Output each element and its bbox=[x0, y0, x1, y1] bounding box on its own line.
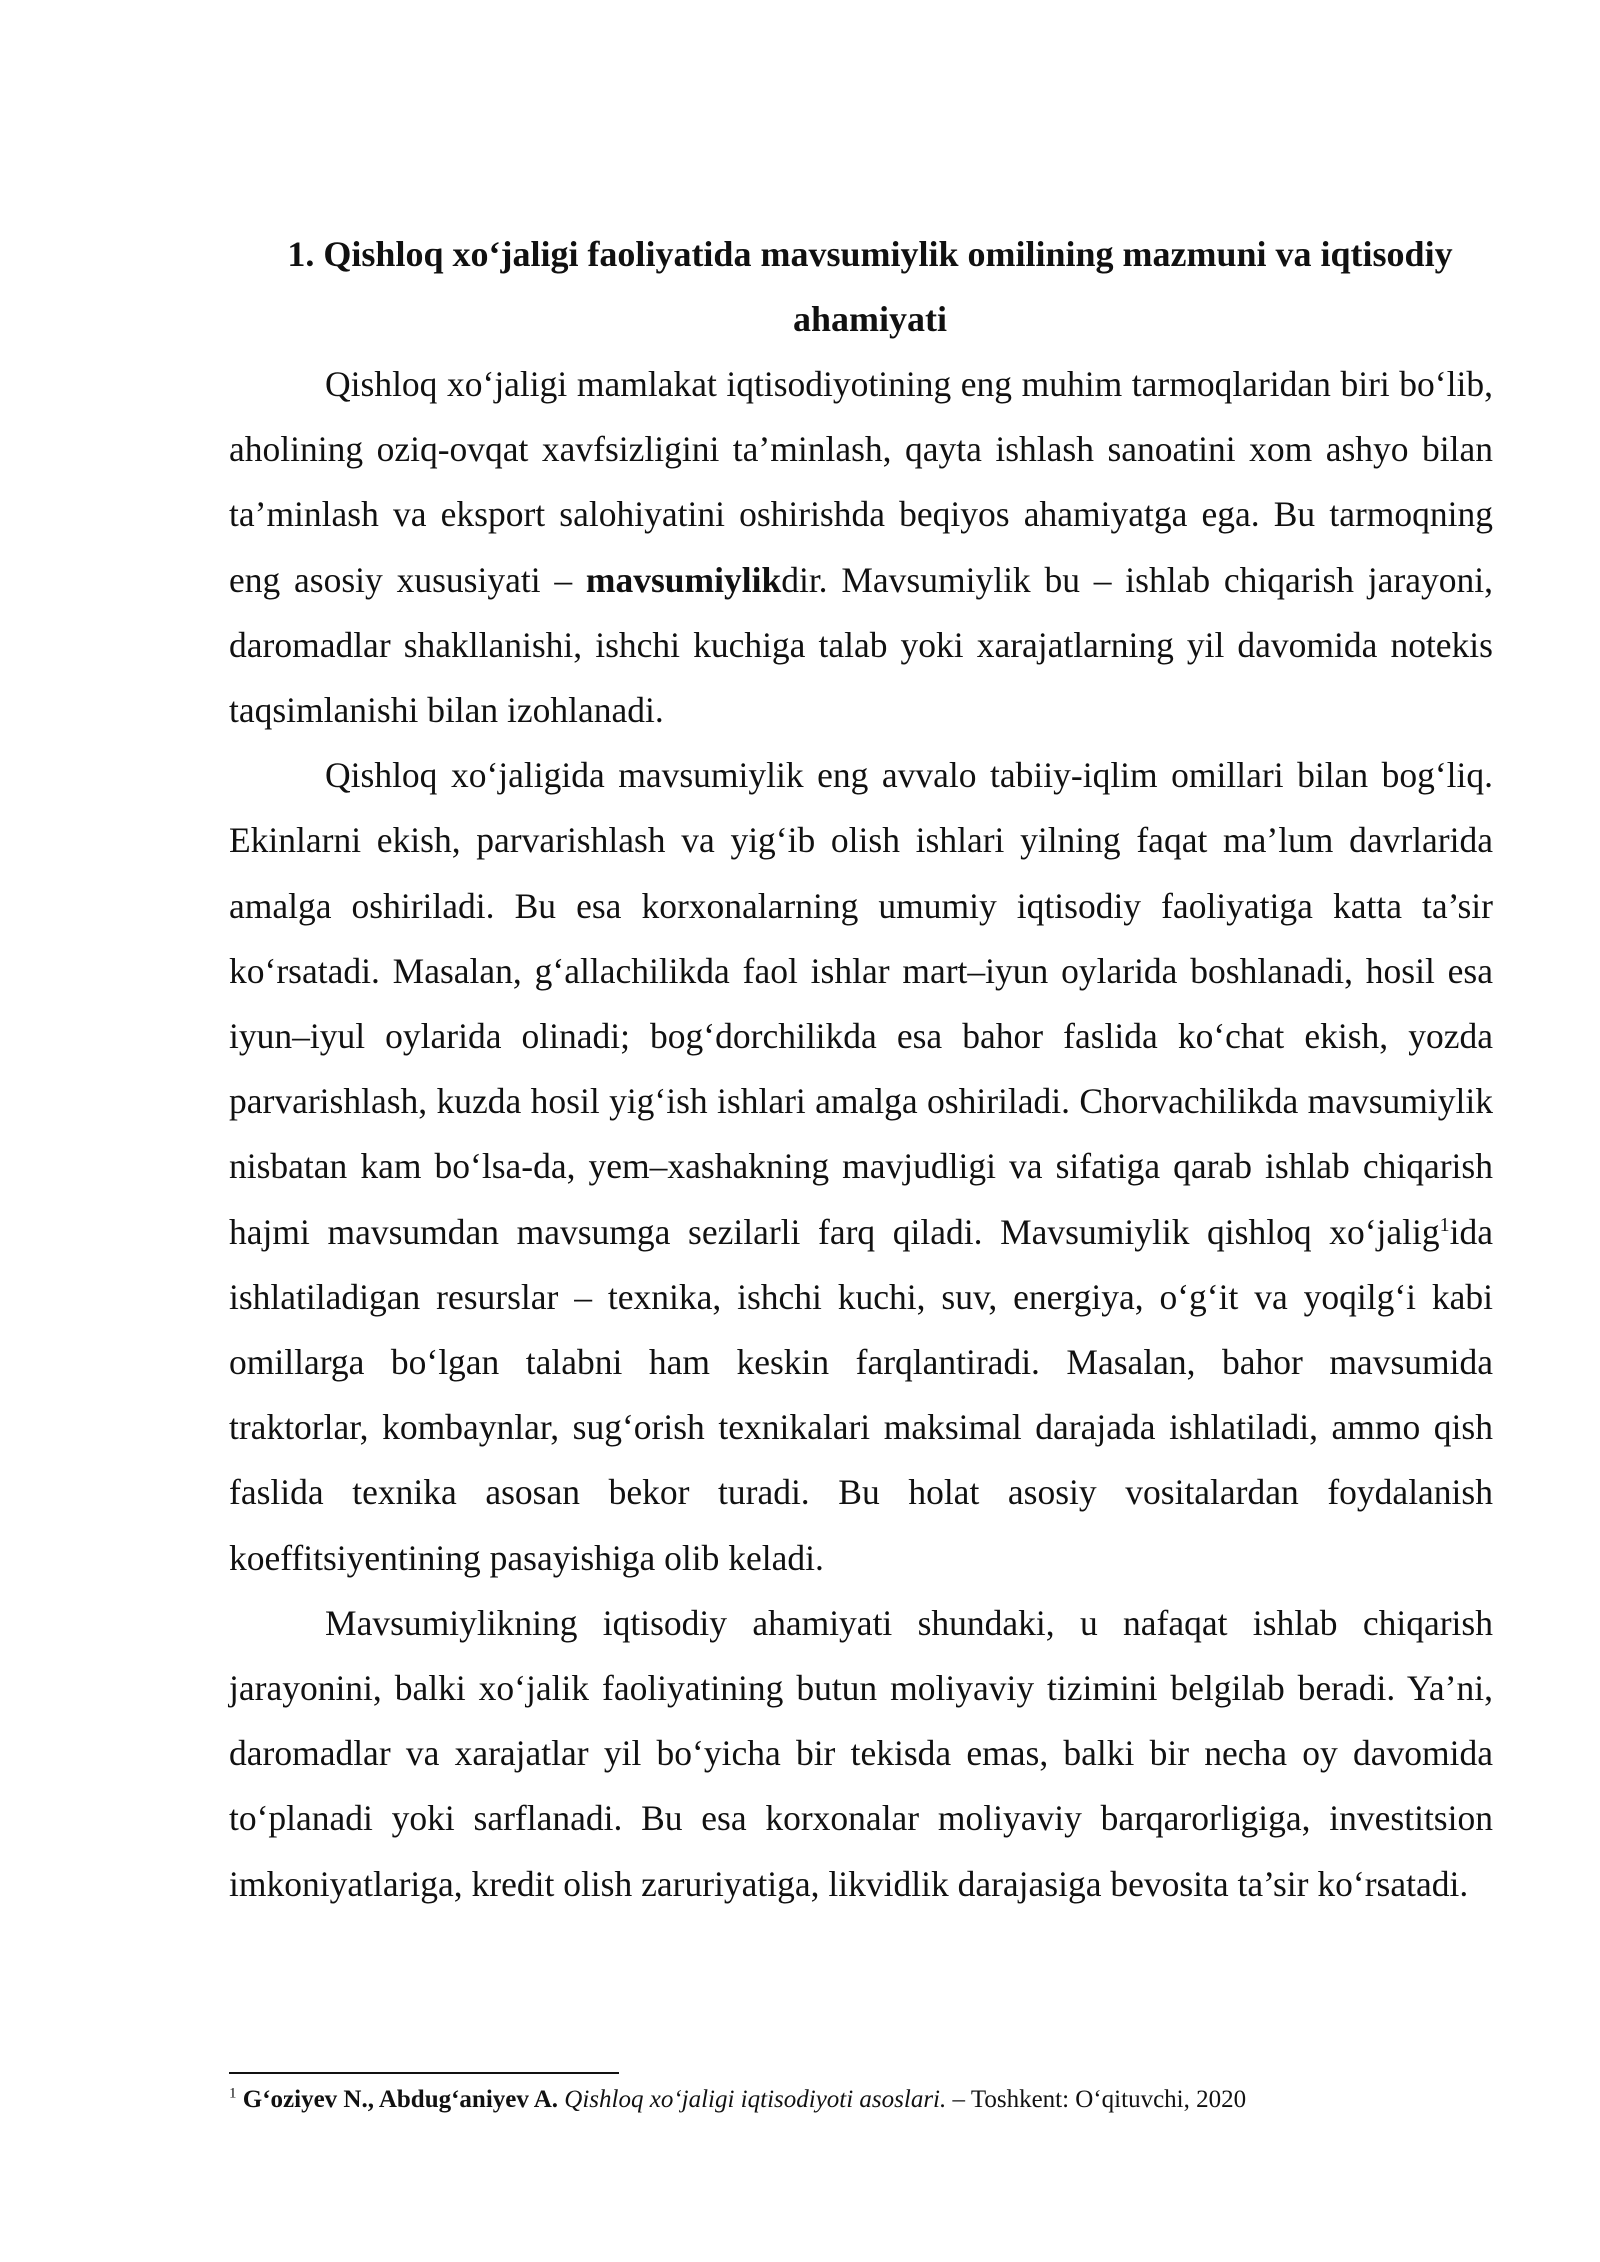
footnote bbox=[229, 2082, 1493, 2118]
footnote-mark: 1 bbox=[229, 2085, 237, 2102]
paragraph-1-text-start: Qishloq xo‘jaligi mamlakat iqtisodiyotining eng muhim tarmoqlaridan biri bo‘lib, aholining oziq-ovqat xavfsizligini ta’minlash, qayta ishlash sanoatini xom ashyo bilan ta’minlash va eksport salohiyatini oshirishda beqiyos ahamiyatga ega. Bu tarmoqning eng asosiy xususiyati – bbox=[229, 364, 1493, 600]
paragraph-2-text-start: Qishloq xo‘jaligida mavsumiylik eng avvalo tabiiy-iqlim omillari bilan bog‘liq. Ekinlarni ekish, parvarishlash va yig‘ib olish ishlari yilning faqat ma’lum davrlarida amalga oshiriladi. Bu esa korxonalarning umumiy iqtisodiy faoliyatiga katta ta’sir ko‘rsatadi. Masalan, g‘allachilikda faol ishlar mart–iyun oylarida boshlanadi, hosil esa iyun–iyul oylarida olinadi; bog‘dorchilikda esa bahor faslida ko‘chat ekish, yozda parvarishlash, kuzda hosil yig‘ish ishlari amalga oshiriladi. Chorvachilikda mavsumiylik nisbatan kam bo‘lsa-da, yem–xashakning mavjudligi va sifatiga qarab ishlab chiqarish hajmi mavsumdan mavsumga sezilarli farq qiladi. Mavsumiylik qishloq xo‘jalig bbox=[229, 755, 1493, 1252]
footnote-work-title: Qishloq xo‘jaligi iqtisodiyoti asoslari. bbox=[564, 2086, 947, 2113]
paragraph-1 bbox=[229, 352, 1493, 743]
paragraph-3: Mavsumiylikning iqtisodiy ahamiyati shundaki, u nafaqat ishlab chiqarish jarayonini, balki xo‘jalik faoliyatining butun moliyaviy tizimini belgilab beradi. Ya’ni, daromadlar va xarajatlar yil bo‘yicha bir tekisda emas, balki bir necha oy davomida to‘planadi yoki sarflanadi. Bu esa korxonalar moliyaviy barqarorligiga, investitsion imkoniyatlariga, kredit olish zaruriyatiga, likvidlik darajasiga bevosita ta’sir ko‘rsatadi. bbox=[229, 1602, 1493, 1904]
paragraph-2 bbox=[229, 743, 1493, 1591]
section-title: 1. Qishloq xo‘jaligi faoliyatida mavsumiylik omilining mazmuni va iqtisodiy ahamiyati bbox=[287, 234, 1453, 339]
emphasis-term: mavsumiylik bbox=[585, 559, 782, 600]
paragraph-2-text-end: ida ishlatiladigan resurslar – texnika, ishchi kuchi, suv, energiya, o‘g‘it va yoqilg‘i kabi omillarga bo‘lgan talabni ham keskin farqlantiradi. Masalan, bahor mavsumida traktorlar, kombaynlar, sug‘orish texnikalari maksimal darajada ishlatiladi, ammo qish faslida texnika asosan bekor turadi. Bu holat asosiy vositalardan foydalanish koeffitsiyentining pasayishiga olib keladi. bbox=[229, 1211, 1493, 1578]
document-page bbox=[229, 222, 1493, 1917]
footnote-authors: G‘oziyev N., Abdug‘aniyev A. bbox=[242, 2086, 559, 2113]
footnote-reference[interactable]: 1 bbox=[1439, 1213, 1450, 1236]
footnote-publisher: – Toshkent: O‘qituvchi, 2020 bbox=[952, 2086, 1247, 2113]
paragraph-1-text-end: dir. Mavsumiylik bu – ishlab chiqarish jarayoni, daromadlar shakllanishi, ishchi kuchiga talab yoki xarajatlarning yil davomida notekis taqsimlanishi bilan izohlanadi. bbox=[229, 559, 1493, 731]
footnote-separator bbox=[229, 2072, 619, 2074]
